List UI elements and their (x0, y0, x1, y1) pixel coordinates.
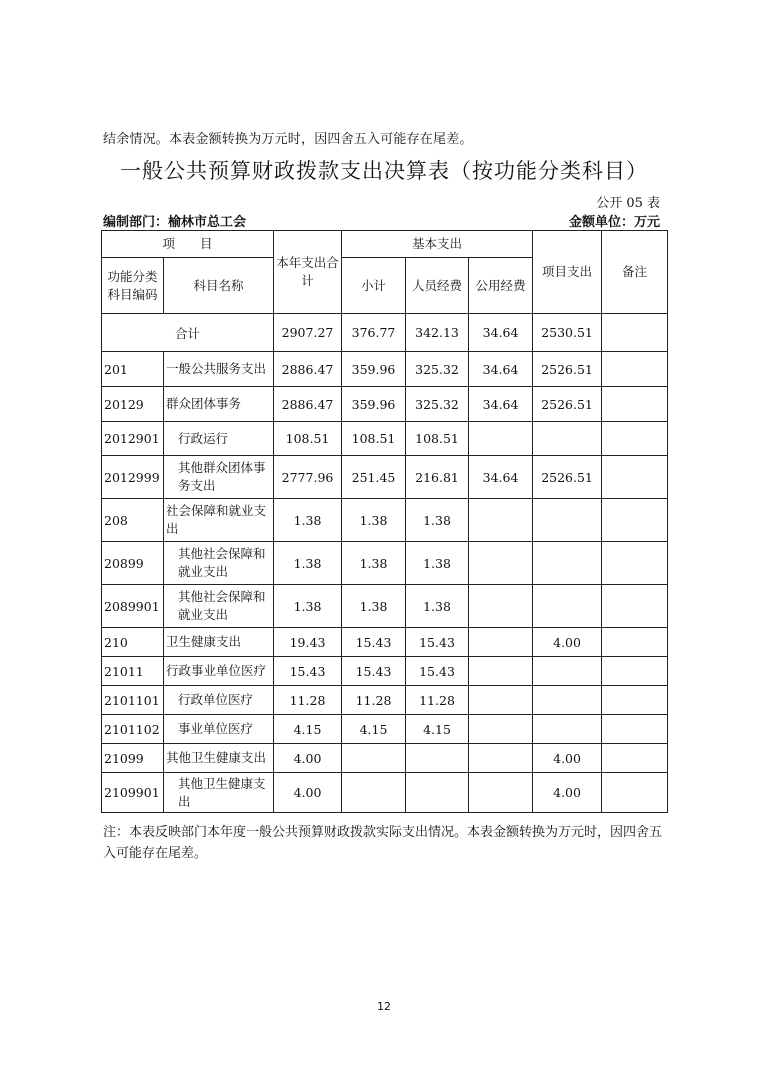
subtotal-cell: 1.38 (342, 499, 406, 542)
department-label: 编制部门：榆林市总工会 (103, 215, 247, 230)
name-cell: 社会保障和就业支出 (164, 499, 274, 542)
subtotal-cell: 4.15 (342, 715, 406, 744)
public-cell (469, 686, 533, 715)
name-cell: 其他群众团体事务支出 (164, 456, 274, 499)
name-cell: 其他社会保障和就业支出 (164, 585, 274, 628)
code-cell: 2012999 (102, 456, 164, 499)
remark-cell (602, 314, 668, 352)
name-cell: 群众团体事务 (164, 387, 274, 422)
public-cell: 34.64 (469, 314, 533, 352)
table-row (102, 585, 668, 628)
name-cell: 事业单位医疗 (164, 715, 274, 744)
table-row (102, 352, 668, 387)
total-cell: 19.43 (274, 628, 342, 657)
total-cell: 1.38 (274, 542, 342, 585)
code-cell: 208 (102, 499, 164, 542)
subtotal-cell: 11.28 (342, 686, 406, 715)
table-row (102, 387, 668, 422)
project-cell: 4.00 (533, 773, 602, 813)
subtotal-cell: 1.38 (342, 585, 406, 628)
total-cell: 2777.96 (274, 456, 342, 499)
header-basic: 基本支出 (342, 231, 533, 258)
unit-label: 金额单位：万元 (568, 215, 660, 230)
total-cell: 11.28 (274, 686, 342, 715)
total-label: 合计 (102, 314, 274, 352)
code-cell: 20899 (102, 542, 164, 585)
table-row (102, 542, 668, 585)
project-cell (533, 715, 602, 744)
remark-cell (602, 422, 668, 456)
remark-cell (602, 657, 668, 686)
project-cell: 2526.51 (533, 456, 602, 499)
code-cell: 2101102 (102, 715, 164, 744)
table-row (102, 499, 668, 542)
header-subtotal: 小计 (342, 258, 406, 314)
project-cell (533, 686, 602, 715)
code-cell: 2109901 (102, 773, 164, 813)
name-cell: 行政单位医疗 (164, 686, 274, 715)
personnel-cell: 216.81 (406, 456, 469, 499)
personnel-cell: 4.15 (406, 715, 469, 744)
name-cell: 其他卫生健康支出 (164, 773, 274, 813)
name-cell: 其他卫生健康支出 (164, 744, 274, 773)
subtotal-cell (342, 773, 406, 813)
table-row (102, 456, 668, 499)
header-name: 科目名称 (164, 258, 274, 314)
public-cell (469, 744, 533, 773)
personnel-cell: 15.43 (406, 657, 469, 686)
header-item: 项 目 (102, 231, 274, 258)
public-cell (469, 715, 533, 744)
personnel-cell: 1.38 (406, 499, 469, 542)
table-row (102, 657, 668, 686)
budget-table (101, 230, 668, 813)
project-cell: 2526.51 (533, 387, 602, 422)
project-cell: 2530.51 (533, 314, 602, 352)
name-cell: 一般公共服务支出 (164, 352, 274, 387)
public-cell: 34.64 (469, 352, 533, 387)
code-cell: 210 (102, 628, 164, 657)
subtotal-cell: 1.38 (342, 542, 406, 585)
total-cell: 15.43 (274, 657, 342, 686)
public-cell (469, 773, 533, 813)
code-cell: 2089901 (102, 585, 164, 628)
total-cell: 2907.27 (274, 314, 342, 352)
subtotal-cell (342, 744, 406, 773)
subtotal-cell: 15.43 (342, 628, 406, 657)
remark-cell (602, 456, 668, 499)
table-row (102, 773, 668, 813)
table-row (102, 744, 668, 773)
name-cell: 其他社会保障和就业支出 (164, 542, 274, 585)
remark-cell (602, 585, 668, 628)
personnel-cell: 325.32 (406, 352, 469, 387)
remark-cell (602, 387, 668, 422)
table-row (102, 422, 668, 456)
personnel-cell: 108.51 (406, 422, 469, 456)
public-cell: 34.64 (469, 387, 533, 422)
project-cell (533, 657, 602, 686)
header-total: 本年支出合计 (274, 231, 342, 314)
page-title: 一般公共预算财政拨款支出决算表（按功能分类科目） (120, 159, 648, 183)
personnel-cell (406, 744, 469, 773)
code-cell: 20129 (102, 387, 164, 422)
total-row (102, 314, 668, 352)
header-personnel: 人员经费 (406, 258, 469, 314)
name-cell: 行政事业单位医疗 (164, 657, 274, 686)
public-cell (469, 542, 533, 585)
personnel-cell: 1.38 (406, 542, 469, 585)
header-project: 项目支出 (533, 231, 602, 314)
page-number: 12 (377, 1000, 391, 1013)
total-cell: 108.51 (274, 422, 342, 456)
code-cell: 2012901 (102, 422, 164, 456)
public-cell (469, 585, 533, 628)
total-cell: 1.38 (274, 499, 342, 542)
project-cell: 4.00 (533, 628, 602, 657)
total-cell: 4.00 (274, 773, 342, 813)
remark-cell (602, 744, 668, 773)
table-code: 公开 05 表 (596, 196, 660, 211)
header-public: 公用经费 (469, 258, 533, 314)
public-cell (469, 422, 533, 456)
personnel-cell: 325.32 (406, 387, 469, 422)
remark-cell (602, 499, 668, 542)
total-cell: 4.00 (274, 744, 342, 773)
name-cell: 行政运行 (164, 422, 274, 456)
project-cell (533, 499, 602, 542)
personnel-cell: 15.43 (406, 628, 469, 657)
remark-cell (602, 542, 668, 585)
subtotal-cell: 251.45 (342, 456, 406, 499)
code-cell: 21099 (102, 744, 164, 773)
top-note: 结余情况。本表金额转换为万元时，因四舍五入可能存在尾差。 (103, 132, 473, 147)
total-cell: 2886.47 (274, 352, 342, 387)
code-cell: 21011 (102, 657, 164, 686)
table-row (102, 715, 668, 744)
public-cell (469, 657, 533, 686)
personnel-cell (406, 773, 469, 813)
subtotal-cell: 359.96 (342, 352, 406, 387)
project-cell (533, 542, 602, 585)
total-cell: 1.38 (274, 585, 342, 628)
remark-cell (602, 715, 668, 744)
public-cell (469, 628, 533, 657)
subtotal-cell: 108.51 (342, 422, 406, 456)
remark-cell (602, 352, 668, 387)
public-cell (469, 499, 533, 542)
table-row (102, 686, 668, 715)
personnel-cell: 11.28 (406, 686, 469, 715)
header-remark: 备注 (602, 231, 668, 314)
table-row (102, 628, 668, 657)
remark-cell (602, 773, 668, 813)
subtotal-cell: 359.96 (342, 387, 406, 422)
total-cell: 2886.47 (274, 387, 342, 422)
total-cell: 4.15 (274, 715, 342, 744)
name-cell: 卫生健康支出 (164, 628, 274, 657)
project-cell: 4.00 (533, 744, 602, 773)
personnel-cell: 342.13 (406, 314, 469, 352)
subtotal-cell: 15.43 (342, 657, 406, 686)
project-cell (533, 422, 602, 456)
project-cell: 2526.51 (533, 352, 602, 387)
footnote: 注：本表反映部门本年度一般公共预算财政拨款实际支出情况。本表金额转换为万元时，因四舍五入可能存在尾差。 (103, 825, 663, 861)
subtotal-cell: 376.77 (342, 314, 406, 352)
project-cell (533, 585, 602, 628)
personnel-cell: 1.38 (406, 585, 469, 628)
meta-row (103, 211, 660, 230)
header-code: 功能分类科目编码 (102, 258, 164, 314)
public-cell: 34.64 (469, 456, 533, 499)
remark-cell (602, 628, 668, 657)
code-cell: 2101101 (102, 686, 164, 715)
code-cell: 201 (102, 352, 164, 387)
remark-cell (602, 686, 668, 715)
